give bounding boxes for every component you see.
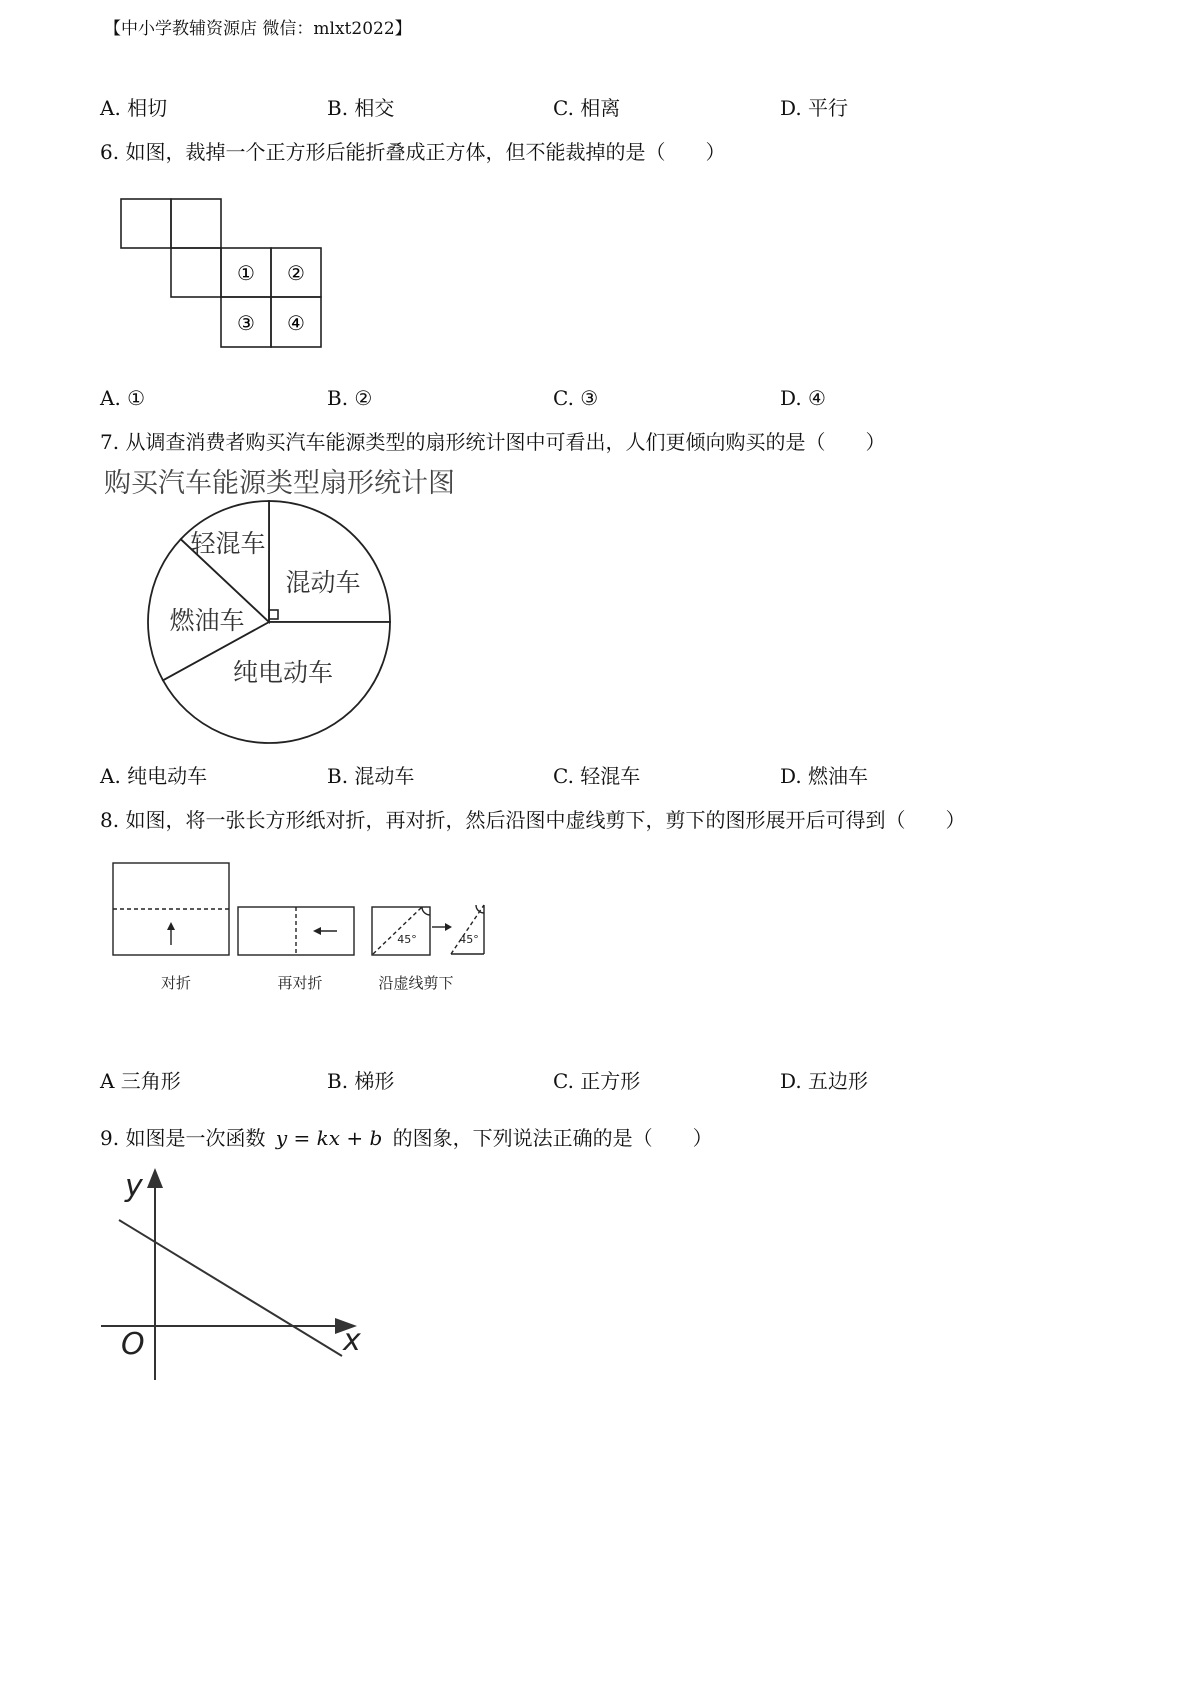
- step-label-cut: 沿虚线剪下: [378, 974, 454, 992]
- q8-option-d[interactable]: D. 五边形: [780, 1069, 869, 1093]
- angle-label-piece: 45°: [459, 933, 479, 946]
- q7-stem: 7. 从调查消费者购买汽车能源类型的扇形统计图中可看出，人们更倾向购买的是（ ）: [100, 430, 886, 454]
- step-label-fold-again: 再对折: [277, 974, 323, 992]
- q5-option-c[interactable]: C. 相离: [553, 96, 621, 120]
- slice-label-mild-hybrid: 轻混车: [190, 529, 266, 558]
- header-watermark: 【中小学教辅资源店 微信：mlxt2022】: [104, 19, 412, 39]
- angle-label-step3: 45°: [397, 933, 417, 946]
- q9-stem-formula: y = kx + b: [275, 1126, 383, 1150]
- pie-chart: [140, 496, 400, 756]
- q6-option-d[interactable]: D. ④: [780, 386, 826, 410]
- pie-chart-title: 购买汽车能源类型扇形统计图: [104, 468, 455, 499]
- fold-step3-angle-arc: [422, 907, 430, 915]
- q6-cube-net-figure: [110, 188, 340, 358]
- net-label-3: ③: [237, 311, 255, 335]
- q9-stem-suffix: 的图象，下列说法正确的是（ ）: [392, 1126, 713, 1150]
- y-axis-arrowhead: [147, 1168, 163, 1188]
- pie-slice-0: [269, 501, 390, 622]
- y-axis-label: y: [125, 1169, 143, 1204]
- q7-option-a[interactable]: A. 纯电动车: [100, 764, 208, 788]
- q6-stem: 6. 如图，裁掉一个正方形后能折叠成正方体，但不能裁掉的是（ ）: [100, 140, 726, 164]
- q7-option-d[interactable]: D. 燃油车: [780, 764, 869, 788]
- q8-option-c[interactable]: C. 正方形: [553, 1069, 641, 1093]
- net-square-top-middle: [171, 199, 221, 248]
- net-label-1: ①: [237, 261, 255, 285]
- slice-label-fuel: 燃油车: [169, 606, 245, 635]
- cut-arrowhead: [445, 923, 452, 931]
- q5-option-b[interactable]: B. 相交: [327, 96, 395, 120]
- q7-option-b[interactable]: B. 混动车: [327, 764, 415, 788]
- origin-label: O: [121, 1327, 145, 1362]
- q9-stem-prefix: 9. 如图是一次函数: [100, 1126, 266, 1150]
- q5-option-a[interactable]: A. 相切: [100, 96, 168, 120]
- function-line: [119, 1220, 342, 1356]
- fold-step3-dashed-cut: [373, 907, 422, 954]
- q7-option-c[interactable]: C. 轻混车: [553, 764, 641, 788]
- q9-stem: [100, 1126, 713, 1150]
- slice-label-electric: 纯电动车: [232, 658, 334, 687]
- q8-stem: 8. 如图，将一张长方形纸对折，再对折，然后沿图中虚线剪下，剪下的图形展开后可得到（ ）: [100, 808, 966, 832]
- q6-option-c[interactable]: C. ③: [553, 386, 599, 410]
- fold-step2-arrowhead: [313, 927, 321, 935]
- q9-linear-function-graph: [95, 1160, 385, 1390]
- q8-option-b[interactable]: B. 梯形: [327, 1069, 395, 1093]
- slice-label-hybrid: 混动车: [285, 568, 361, 597]
- step-label-fold: 对折: [160, 974, 192, 992]
- fold-step1-arrowhead: [167, 922, 175, 930]
- q8-folding-figure: [100, 850, 500, 1000]
- x-axis-label: x: [343, 1323, 361, 1358]
- q8-option-a[interactable]: A 三角形: [100, 1069, 181, 1093]
- net-square-mid-left: [171, 248, 221, 297]
- q6-option-b[interactable]: B. ②: [327, 386, 373, 410]
- q5-option-d[interactable]: D. 平行: [780, 96, 849, 120]
- net-label-2: ②: [287, 261, 305, 285]
- net-label-4: ④: [287, 311, 305, 335]
- cut-piece-dashed-edge: [451, 905, 484, 954]
- q6-option-a[interactable]: A. ①: [100, 386, 146, 410]
- fold-step3-paper: [372, 907, 430, 955]
- net-square-top-left: [121, 199, 171, 248]
